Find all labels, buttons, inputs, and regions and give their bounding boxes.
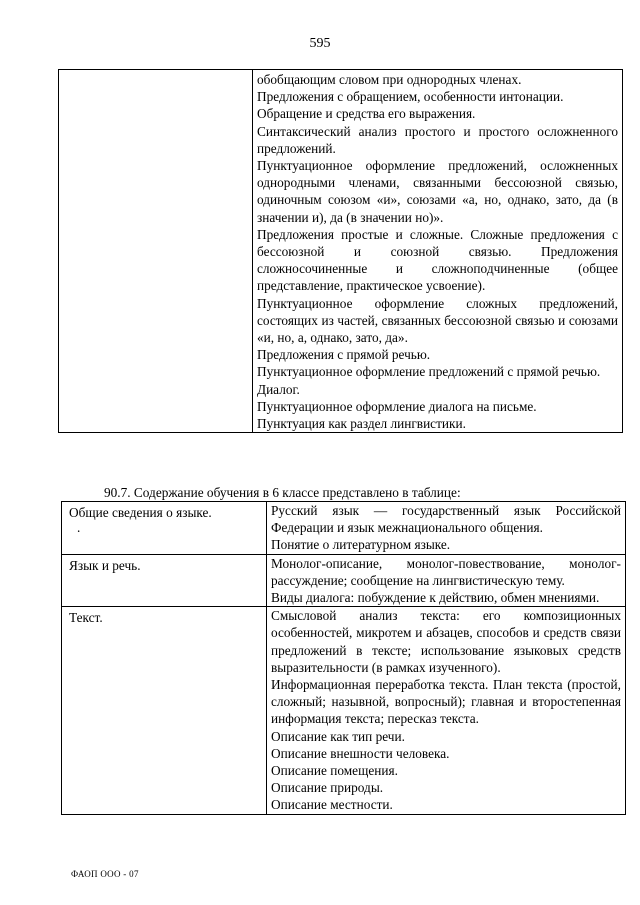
content-cell [267,502,626,555]
topic-label: Текст. [69,610,103,626]
content-paragraph: Описание помещения. [271,763,398,779]
content-paragraph: Пунктуационное оформление предложений с прямой речью. [257,364,601,380]
table-row [62,502,626,555]
page-number: 595 [309,36,331,51]
topic-cell [62,607,267,814]
content-cell [253,70,623,433]
scan-mark: . [77,520,81,536]
content-paragraph: Пунктуационное оформление диалога на письме. [257,398,537,414]
content-paragraph: Описание природы. [271,780,384,796]
content-paragraph: Информационная переработка текста. План текста (простой, сложный; назывной, вопросный); главная и второстепенная информация текста; пересказ текста. [271,677,621,727]
topic-cell [62,554,267,607]
content-paragraph: Описание как тип речи. [271,728,405,744]
topic-label: Язык и речь. [69,557,141,573]
content-paragraph: Диалог. [257,381,300,397]
content-paragraph: Монолог-описание, монолог-повествование, монолог-рассуждение; сообщение на лингвистическую тему. [271,555,621,588]
content-paragraph: Русский язык — государственный язык Российской Федерации и язык межнационального общения. [271,503,621,536]
content-paragraph: Синтаксический анализ простого и простого осложненного предложений. [257,123,618,156]
content-cell [267,607,626,814]
content-paragraph: Смысловой анализ текста: его композиционных особенностей, микротем и абзацев, способов и средств связи предложений в тексте; использование языковых средств выразительности (в рамках изученного). [271,608,621,675]
content-paragraph: Пунктуация как раздел лингвистики. [257,416,466,432]
grade-6-content-table [61,501,626,815]
content-paragraph: Понятие о литературном языке. [271,537,451,553]
content-cell [267,554,626,607]
table-row [62,607,626,814]
footer-document-code: ФАОП ООО - 07 [71,869,139,879]
table-row [62,554,626,607]
content-paragraph: Пунктуационное оформление сложных предложений, состоящих из частей, связанных бессоюзной связью и союзами «и, но, а, однако, зато, да». [257,295,618,346]
content-paragraph: Предложения с прямой речью. [257,347,431,363]
content-paragraph: обобщающим словом при однородных членах. [257,72,522,87]
content-paragraph: Предложения с обращением, особенности интонации. [257,89,564,105]
content-table-continued [58,69,623,433]
content-paragraph: Описание местности. [271,797,393,813]
content-paragraph: Обращение и средства его выражения. [257,106,476,122]
topic-cell-empty [59,70,253,433]
topic-cell [62,502,267,555]
content-paragraph: Виды диалога: побуждение к действию, обмен мнениями. [271,590,600,606]
table-row [59,70,623,433]
content-paragraph: Пунктуационное оформление предложений, осложненных однородными членами, связанными бессоюзной связью, одиночным союзом «и», союзами «а, но, однако, зато, да (в значении и), да (в значении но)». [257,158,618,225]
topic-label: Общие сведения о языке. [69,505,212,520]
section-heading: 90.7. Содержание обучения в 6 классе представлено в таблице: [104,485,461,500]
content-paragraph: Предложения простые и сложные. Сложные предложения с бессоюзной и союзной связью. Предложения сложносочиненные и сложноподчиненные (общее представление, практическое усвоение). [257,226,618,294]
content-paragraph: Описание внешности человека. [271,745,450,761]
